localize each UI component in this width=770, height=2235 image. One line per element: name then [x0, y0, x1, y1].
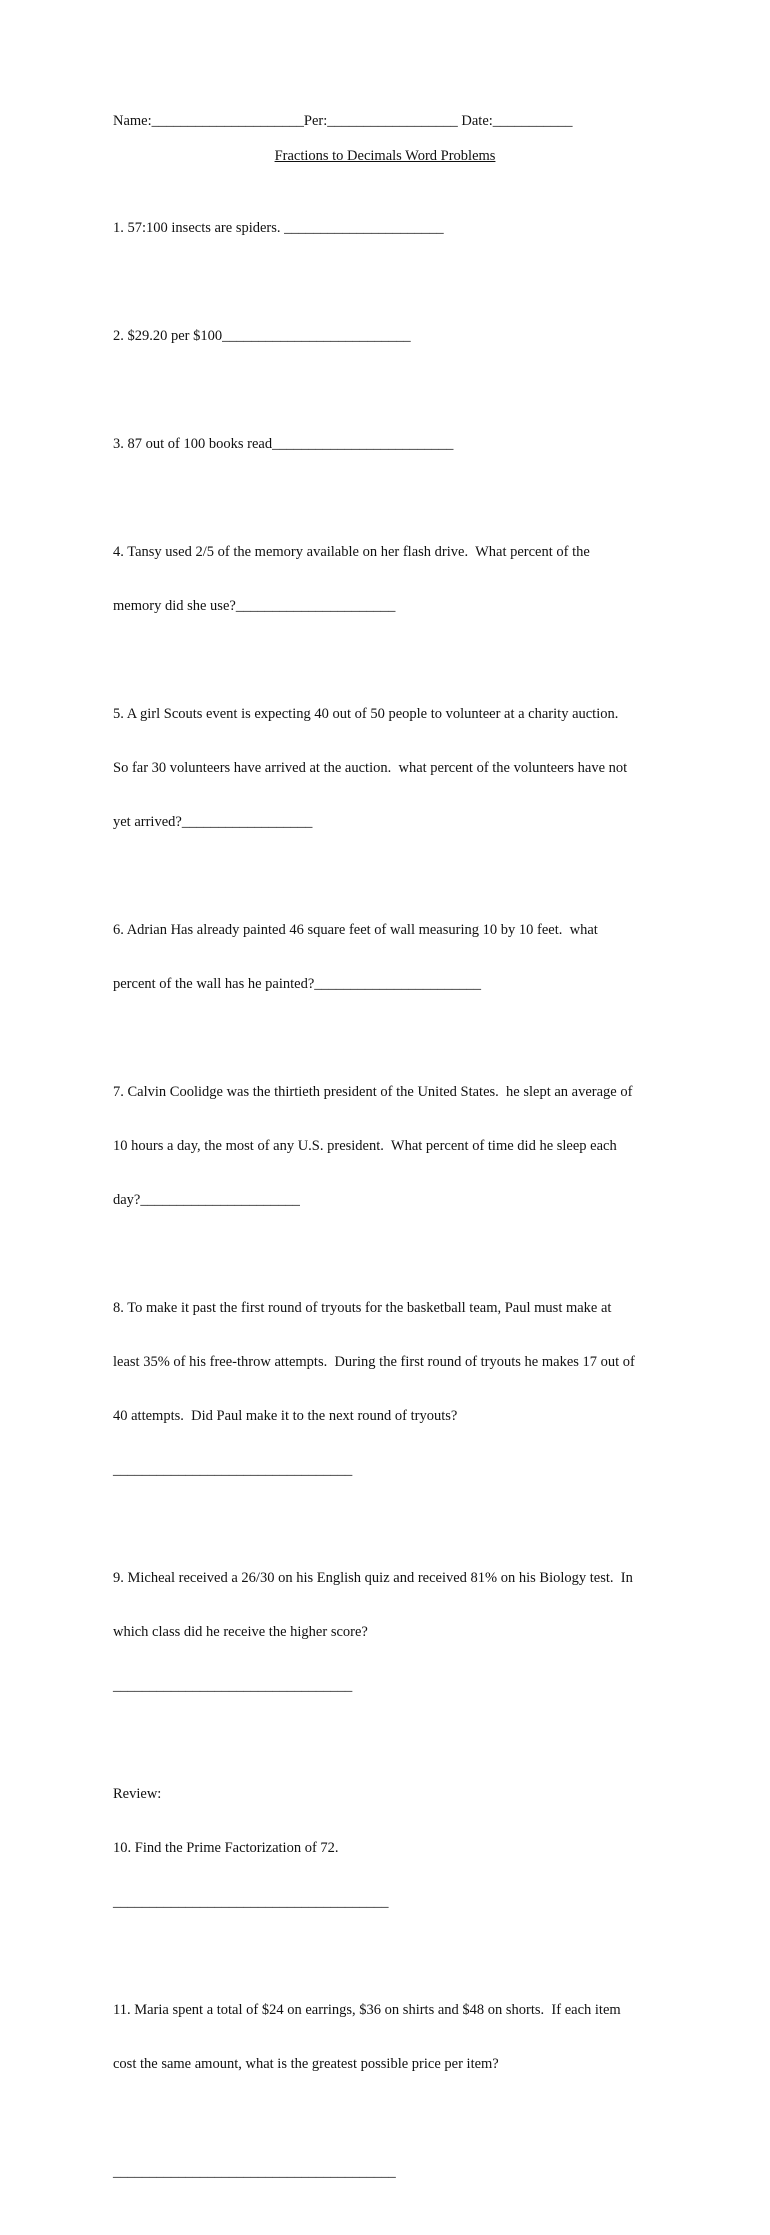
question-line: which class did he receive the higher score?	[113, 1624, 368, 1640]
spacer-line	[113, 2109, 673, 2127]
question-10-line: 10. Find the Prime Factorization of 72.	[113, 1840, 339, 1856]
review-section	[113, 1749, 673, 1947]
question-line: day?______________________	[113, 1192, 300, 1208]
question-6	[113, 885, 673, 1029]
question-11	[113, 1965, 673, 2217]
question-line: 11. Maria spent a total of $24 on earrings, $36 on shirts and $48 on shorts. If each item	[113, 2002, 621, 2018]
student-info-header	[113, 112, 673, 130]
date-field: Date:___________	[461, 113, 573, 129]
question-line: 7. Calvin Coolidge was the thirtieth president of the United States. he slept an average of	[113, 1084, 633, 1100]
question-line: 9. Micheal received a 26/30 on his English quiz and received 81% on his Biology test. In	[113, 1570, 633, 1586]
question-line: 2. $29.20 per $100__________________________	[113, 328, 411, 344]
question-line: 6. Adrian Has already painted 46 square feet of wall measuring 10 by 10 feet. what	[113, 922, 598, 938]
question-line: yet arrived?__________________	[113, 814, 313, 830]
answer-blank: _________________________________	[113, 1678, 353, 1694]
question-line: 4. Tansy used 2/5 of the memory available on her flash drive. What percent of the	[113, 544, 590, 560]
per-field: Per:__________________	[303, 113, 458, 129]
question-line: least 35% of his free-throw attempts. During the first round of tryouts he makes 17 out of	[113, 1354, 635, 1370]
question-1	[113, 183, 673, 273]
question-line: So far 30 volunteers have arrived at the auction. what percent of the volunteers have not	[113, 760, 628, 776]
answer-blank: _______________________________________	[113, 2164, 396, 2180]
question-4	[113, 507, 673, 651]
worksheet-title: Fractions to Decimals Word Problems	[274, 148, 496, 164]
question-7	[113, 1047, 673, 1245]
worksheet-page	[113, 112, 673, 2235]
question-line: 40 attempts. Did Paul make it to the next round of tryouts?	[113, 1408, 458, 1424]
name-field: Name:_____________________	[113, 113, 304, 129]
review-label: Review:	[113, 1786, 162, 1802]
question-line: 10 hours a day, the most of any U.S. president. What percent of time did he sleep each	[113, 1138, 617, 1154]
question-3	[113, 399, 673, 489]
question-line: 5. A girl Scouts event is expecting 40 out of 50 people to volunteer at a charity auction.	[113, 706, 619, 722]
question-2	[113, 291, 673, 381]
question-line: 3. 87 out of 100 books read_________________________	[113, 436, 454, 452]
question-line: percent of the wall has he painted?_______________________	[113, 976, 482, 992]
question-5	[113, 669, 673, 867]
question-line: memory did she use?______________________	[113, 598, 396, 614]
question-line: cost the same amount, what is the greatest possible price per item?	[113, 2056, 499, 2072]
answer-blank: ______________________________________	[113, 1894, 389, 1910]
question-line: 1. 57:100 insects are spiders. ______________________	[113, 220, 444, 236]
question-9	[113, 1533, 673, 1731]
question-8	[113, 1263, 673, 1515]
question-line: 8. To make it past the first round of tryouts for the basketball team, Paul must make at	[113, 1300, 612, 1316]
answer-blank: _________________________________	[113, 1462, 353, 1478]
